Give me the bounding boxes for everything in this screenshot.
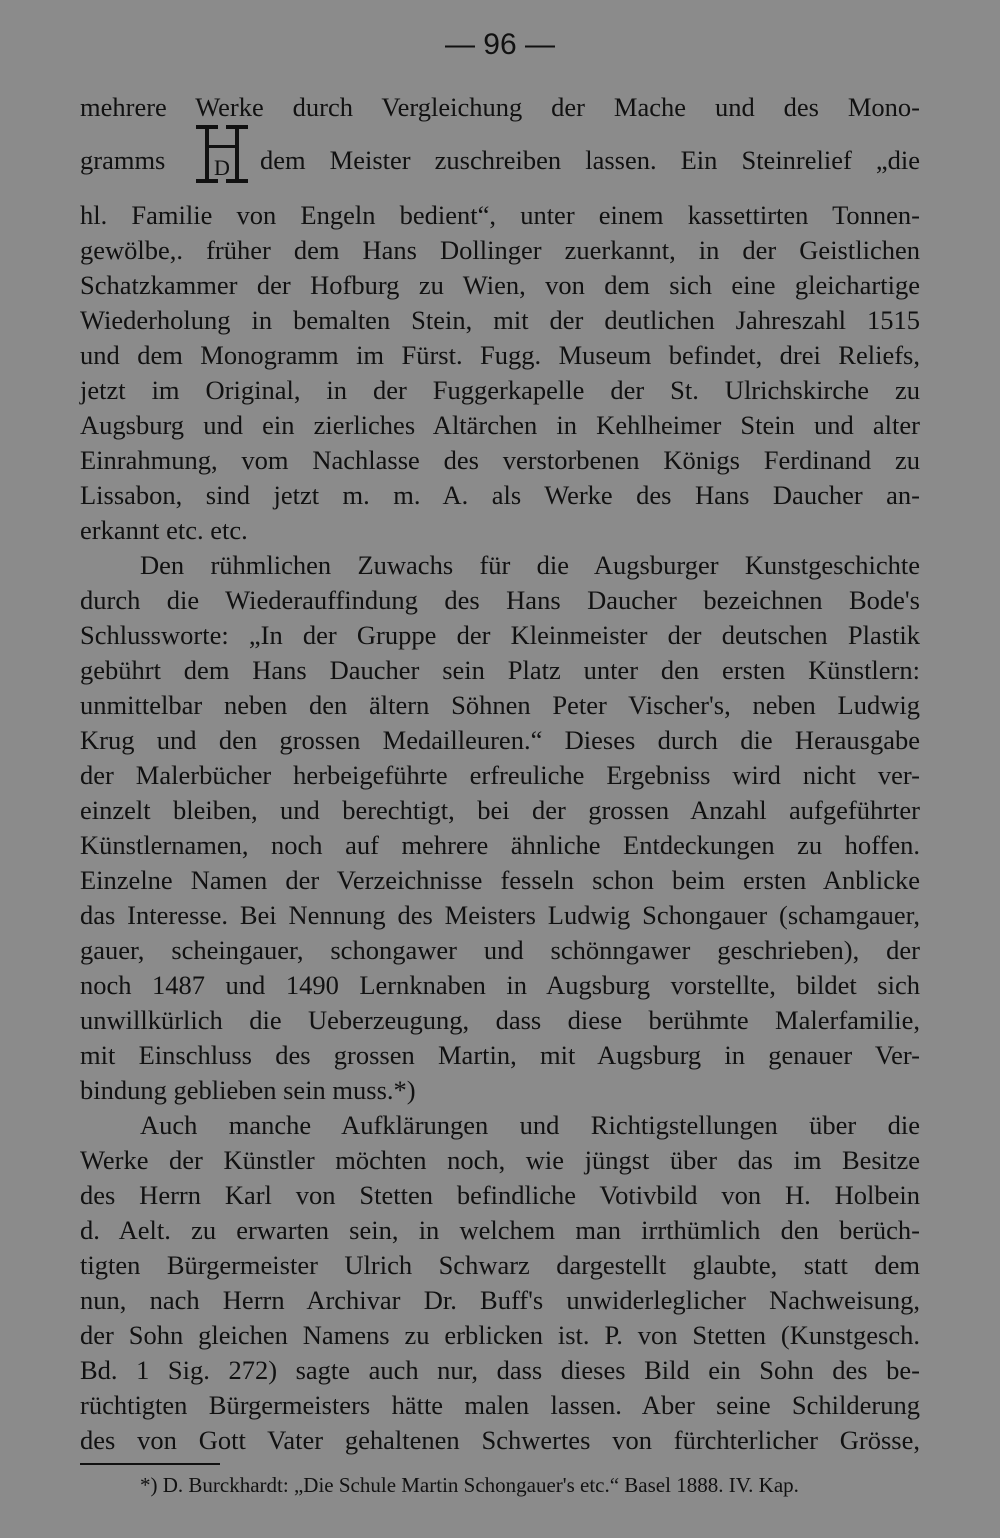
- text-line: und dem Monogramm im Fürst. Fugg. Museum befindet, drei Reliefs,: [80, 340, 920, 370]
- text-line: unmittelbar neben den ältern Söhnen Peter Vischer's, neben Ludwig: [80, 690, 920, 720]
- text-line: unwillkürlich die Ueberzeugung, dass diese berühmte Malerfamilie,: [80, 1005, 920, 1035]
- text-line: noch 1487 und 1490 Lernknaben in Augsburg vorstellte, bildet sich: [80, 970, 920, 1000]
- text-fragment: gramms: [80, 145, 166, 175]
- text-line: Schatzkammer der Hofburg zu Wien, von dem sich eine gleichartige: [80, 270, 920, 300]
- text-line: bindung geblieben sein muss.*): [80, 1075, 416, 1105]
- hd-monogram-icon: [192, 123, 252, 185]
- text-line: gewölbe,. früher dem Hans Dollinger zuerkannt, in der Geistlichen: [80, 235, 920, 265]
- text-line: tigten Bürgermeister Ulrich Schwarz dargestellt glaubte, statt dem: [80, 1250, 920, 1280]
- text-line: Künstlernamen, noch auf mehrere ähnliche Entdeckungen zu hoffen.: [80, 830, 920, 860]
- text-line: Schlussworte: „In der Gruppe der Kleinmeister der deutschen Plastik: [80, 620, 920, 650]
- text-line: Auch manche Aufklärungen und Richtigstellungen über die: [140, 1110, 920, 1140]
- text-line: d. Aelt. zu erwarten sein, in welchem man irrthümlich den berüch-: [80, 1215, 920, 1245]
- text-line: Einzelne Namen der Verzeichnisse fesseln schon beim ersten Anblicke: [80, 865, 920, 895]
- text-line: mit Einschluss des grossen Martin, mit Augsburg in genauer Ver-: [80, 1040, 920, 1070]
- text-line: Einrahmung, vom Nachlasse des verstorbenen Königs Ferdinand zu: [80, 445, 920, 475]
- text-line: gauer, scheingauer, schongawer und schönngawer geschrieben), der: [80, 935, 920, 965]
- text-line: das Interesse. Bei Nennung des Meisters Ludwig Schongauer (schamgauer,: [80, 900, 920, 930]
- text-line: jetzt im Original, in der Fuggerkapelle der St. Ulrichskirche zu: [80, 375, 920, 405]
- text-line: rüchtigten Bürgermeisters hätte malen lassen. Aber seine Schilderung: [80, 1390, 920, 1420]
- text-line: Wiederholung in bemalten Stein, mit der deutlichen Jahreszahl 1515: [80, 305, 920, 335]
- text-line: der Sohn gleichen Namens zu erblicken ist. P. von Stetten (Kunstgesch.: [80, 1320, 920, 1350]
- text-line: des Herrn Karl von Stetten befindliche Votivbild von H. Holbein: [80, 1180, 920, 1210]
- text-line: Werke der Künstler möchten noch, wie jüngst über das im Besitze: [80, 1145, 920, 1175]
- text-line: gebührt dem Hans Daucher sein Platz unter den ersten Künstlern:: [80, 655, 920, 685]
- text-line: erkannt etc. etc.: [80, 515, 248, 545]
- text-line: Lissabon, sind jetzt m. m. A. als Werke des Hans Daucher an-: [80, 480, 920, 510]
- text-line: der Malerbücher herbeigeführte erfreuliche Ergebniss wird nicht ver-: [80, 760, 920, 790]
- text-line: Augsburg und ein zierliches Altärchen in Kehlheimer Stein und alter: [80, 410, 920, 440]
- text-line: hl. Familie von Engeln bedient“, unter einem kassettirten Tonnen-: [80, 200, 920, 230]
- text-line: Krug und den grossen Medailleuren.“ Dieses durch die Herausgabe: [80, 725, 920, 755]
- footnote: *) D. Burckhardt: „Die Schule Martin Schongauer's etc.“ Basel 1888. IV. Kap.: [140, 1473, 799, 1497]
- text-line: nun, nach Herrn Archivar Dr. Buff's unwiderleglicher Nachweisung,: [80, 1285, 920, 1315]
- monogram-letter: D: [214, 155, 230, 180]
- text-line: des von Gott Vater gehaltenen Schwertes von fürchterlicher Grösse,: [80, 1425, 920, 1455]
- monogram-line: [80, 137, 920, 187]
- text-line: Den rühmlichen Zuwachs für die Augsburger Kunstgeschichte: [140, 550, 920, 580]
- text-line: durch die Wiederauffindung des Hans Daucher bezeichnen Bode's: [80, 585, 920, 615]
- text-line: mehrere Werke durch Vergleichung der Mache und des Mono-: [80, 92, 920, 122]
- page-number: — 96 —: [444, 28, 556, 61]
- footnote-rule: [80, 1463, 220, 1465]
- text-line: einzelt bleiben, und berechtigt, bei der grossen Anzahl aufgeführter: [80, 795, 920, 825]
- text-fragment: dem Meister zuschreiben lassen. Ein Steinrelief „die: [260, 145, 920, 175]
- text-line: Bd. 1 Sig. 272) sagte auch nur, dass dieses Bild ein Sohn des be-: [80, 1355, 920, 1385]
